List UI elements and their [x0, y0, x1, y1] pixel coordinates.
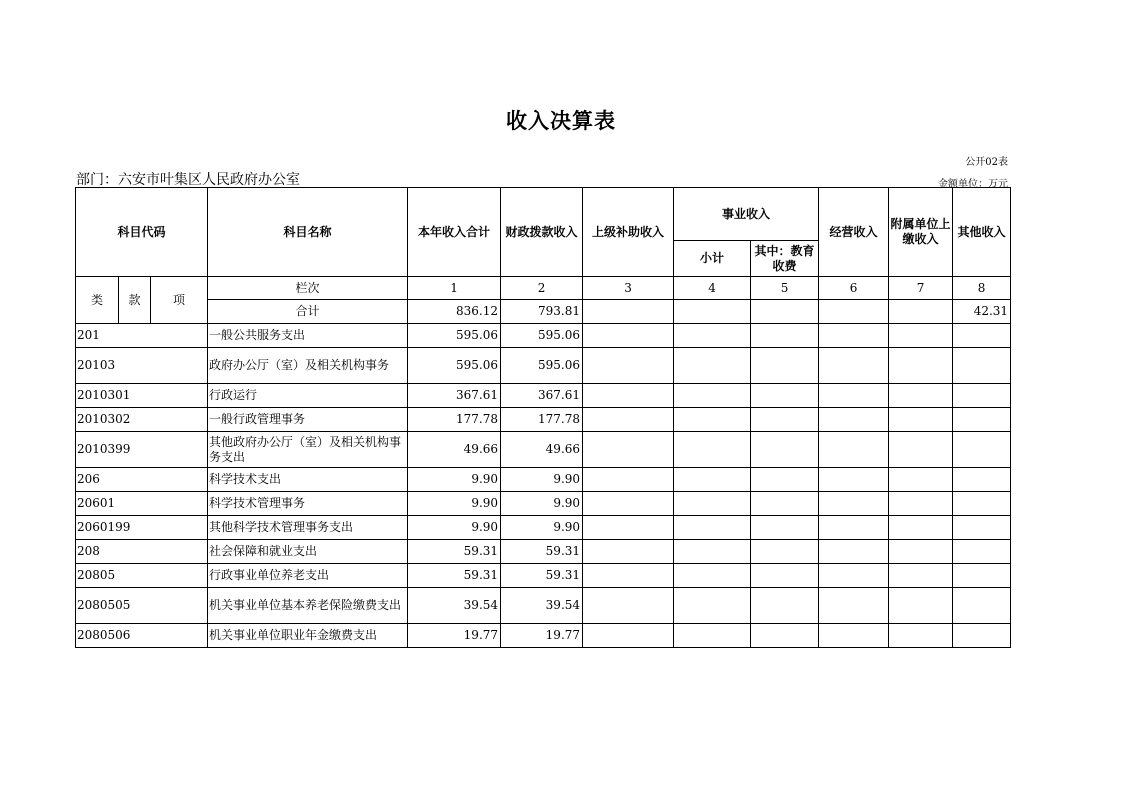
subject-name-cell: 其他政府办公厅（室）及相关机构事务支出 [208, 432, 408, 468]
subject-name-cell: 一般行政管理事务 [208, 408, 408, 432]
amount-cell: 9.90 [408, 516, 501, 540]
amount-cell [889, 408, 953, 432]
amount-cell [674, 384, 751, 408]
amount-cell: 367.61 [501, 384, 583, 408]
amount-cell [583, 516, 674, 540]
subject-code-cell: 20805 [76, 564, 208, 588]
header-total-income: 本年收入合计 [408, 188, 501, 277]
amount-cell [583, 384, 674, 408]
amount-cell [583, 588, 674, 624]
amount-cell [674, 516, 751, 540]
amount-cell [751, 324, 819, 348]
header-subject-code: 科目代码 [76, 188, 208, 277]
total-cell [751, 300, 819, 324]
column-index: 4 [674, 277, 751, 300]
amount-cell [674, 408, 751, 432]
header-other-income: 其他收入 [953, 188, 1011, 277]
amount-cell [819, 516, 889, 540]
total-cell: 836.12 [408, 300, 501, 324]
subject-code-cell: 20103 [76, 348, 208, 384]
amount-cell [674, 564, 751, 588]
amount-cell [889, 324, 953, 348]
header-operating-income: 经营收入 [819, 188, 889, 277]
amount-cell [674, 624, 751, 648]
subject-code-cell: 2010301 [76, 384, 208, 408]
total-cell: 42.31 [953, 300, 1011, 324]
amount-cell [953, 624, 1011, 648]
subject-code-cell: 2080505 [76, 588, 208, 624]
subject-code-cell: 2080506 [76, 624, 208, 648]
amount-cell: 49.66 [501, 432, 583, 468]
subject-name-cell: 行政运行 [208, 384, 408, 408]
amount-cell: 595.06 [501, 348, 583, 384]
subject-code-cell: 2010399 [76, 432, 208, 468]
column-index: 6 [819, 277, 889, 300]
income-statement-table [75, 187, 1011, 648]
amount-cell [674, 492, 751, 516]
subject-name-cell: 科学技术管理事务 [208, 492, 408, 516]
column-index-label: 栏次 [208, 277, 408, 300]
amount-cell [674, 348, 751, 384]
amount-cell [889, 492, 953, 516]
amount-cell [583, 540, 674, 564]
amount-cell [819, 384, 889, 408]
amount-cell: 9.90 [408, 468, 501, 492]
header-fiscal-allocation: 财政拨款收入 [501, 188, 583, 277]
amount-cell [953, 516, 1011, 540]
subject-code-cell: 208 [76, 540, 208, 564]
amount-cell: 49.66 [408, 432, 501, 468]
amount-cell: 177.78 [408, 408, 501, 432]
amount-cell [674, 588, 751, 624]
amount-cell [751, 540, 819, 564]
amount-cell [583, 492, 674, 516]
amount-cell: 59.31 [408, 540, 501, 564]
amount-cell [819, 492, 889, 516]
subject-name-cell: 科学技术支出 [208, 468, 408, 492]
amount-cell [751, 624, 819, 648]
amount-cell [953, 432, 1011, 468]
column-index: 8 [953, 277, 1011, 300]
amount-cell: 39.54 [408, 588, 501, 624]
subject-name-cell: 政府办公厅（室）及相关机构事务 [208, 348, 408, 384]
header-subject-name: 科目名称 [208, 188, 408, 277]
amount-cell [889, 516, 953, 540]
subject-name-cell: 机关事业单位职业年金缴费支出 [208, 624, 408, 648]
header-lei: 类 [76, 277, 119, 324]
amount-cell [819, 408, 889, 432]
amount-cell [953, 564, 1011, 588]
amount-cell [583, 324, 674, 348]
header-business-income: 事业收入 [674, 188, 819, 241]
amount-cell [953, 540, 1011, 564]
amount-cell: 9.90 [501, 516, 583, 540]
amount-cell [583, 408, 674, 432]
header-xiang: 项 [151, 277, 208, 324]
column-index: 2 [501, 277, 583, 300]
amount-cell [819, 540, 889, 564]
amount-cell [751, 492, 819, 516]
total-cell [583, 300, 674, 324]
table-row [76, 348, 1011, 384]
form-number: 公开02表 [965, 157, 1008, 168]
amount-cell [889, 432, 953, 468]
amount-cell [751, 516, 819, 540]
amount-cell [819, 348, 889, 384]
amount-cell [751, 468, 819, 492]
amount-cell [583, 624, 674, 648]
subject-name-cell: 行政事业单位养老支出 [208, 564, 408, 588]
amount-cell [674, 324, 751, 348]
table-row [76, 468, 1011, 492]
amount-cell [889, 540, 953, 564]
amount-cell: 59.31 [501, 540, 583, 564]
table-row [76, 588, 1011, 624]
amount-cell: 595.06 [408, 348, 501, 384]
amount-cell [889, 384, 953, 408]
amount-cell: 39.54 [501, 588, 583, 624]
header-kuan: 款 [119, 277, 151, 324]
amount-cell [953, 468, 1011, 492]
total-row-label: 合计 [208, 300, 408, 324]
table-row [76, 408, 1011, 432]
amount-cell: 19.77 [501, 624, 583, 648]
amount-cell [819, 324, 889, 348]
amount-cell: 9.90 [501, 492, 583, 516]
subject-code-cell: 2060199 [76, 516, 208, 540]
total-cell [889, 300, 953, 324]
subject-name-cell: 其他科学技术管理事务支出 [208, 516, 408, 540]
amount-cell: 59.31 [408, 564, 501, 588]
subject-name-cell: 机关事业单位基本养老保险缴费支出 [208, 588, 408, 624]
amount-cell: 9.90 [501, 468, 583, 492]
amount-cell [889, 348, 953, 384]
total-cell [674, 300, 751, 324]
amount-cell [819, 588, 889, 624]
amount-cell: 595.06 [501, 324, 583, 348]
amount-cell [953, 324, 1011, 348]
amount-cell [819, 432, 889, 468]
amount-cell [583, 564, 674, 588]
amount-cell [751, 588, 819, 624]
amount-cell [751, 384, 819, 408]
amount-cell [751, 408, 819, 432]
amount-cell [583, 348, 674, 384]
total-cell: 793.81 [501, 300, 583, 324]
header-business-subtotal: 小计 [674, 241, 751, 277]
table-row [76, 516, 1011, 540]
amount-cell [751, 564, 819, 588]
amount-cell [819, 468, 889, 492]
amount-cell: 177.78 [501, 408, 583, 432]
table-row [76, 624, 1011, 648]
column-index: 5 [751, 277, 819, 300]
amount-cell [674, 540, 751, 564]
header-superior-subsidy: 上级补助收入 [583, 188, 674, 277]
subject-code-cell: 201 [76, 324, 208, 348]
amount-cell [953, 492, 1011, 516]
subject-name-cell: 社会保障和就业支出 [208, 540, 408, 564]
amount-cell [751, 348, 819, 384]
amount-cell [751, 432, 819, 468]
amount-cell [583, 432, 674, 468]
amount-cell [583, 468, 674, 492]
amount-cell [889, 624, 953, 648]
table-row [76, 540, 1011, 564]
amount-cell [819, 624, 889, 648]
amount-cell: 367.61 [408, 384, 501, 408]
column-index: 1 [408, 277, 501, 300]
page-title: 收入决算表 [506, 109, 616, 133]
amount-cell: 19.77 [408, 624, 501, 648]
table-row [76, 432, 1011, 468]
amount-cell: 59.31 [501, 564, 583, 588]
total-cell [819, 300, 889, 324]
header-affiliated-income: 附属单位上缴收入 [889, 188, 953, 277]
header-business-education: 其中：教育收费 [751, 241, 819, 277]
table-row [76, 324, 1011, 348]
amount-cell [674, 468, 751, 492]
amount-cell [819, 564, 889, 588]
amount-cell [953, 408, 1011, 432]
amount-cell [674, 432, 751, 468]
amount-cell [953, 588, 1011, 624]
amount-cell [889, 588, 953, 624]
column-index: 3 [583, 277, 674, 300]
column-index: 7 [889, 277, 953, 300]
amount-unit-label: 金额单位：万元 [938, 179, 1008, 190]
subject-code-cell: 2010302 [76, 408, 208, 432]
table-row [76, 564, 1011, 588]
amount-cell [953, 384, 1011, 408]
amount-cell [889, 468, 953, 492]
amount-cell [889, 564, 953, 588]
subject-name-cell: 一般公共服务支出 [208, 324, 408, 348]
amount-cell: 595.06 [408, 324, 501, 348]
amount-cell [953, 348, 1011, 384]
department-label: 部门：六安市叶集区人民政府办公室 [76, 172, 300, 188]
table-row [76, 492, 1011, 516]
amount-cell: 9.90 [408, 492, 501, 516]
subject-code-cell: 206 [76, 468, 208, 492]
table-row [76, 384, 1011, 408]
subject-code-cell: 20601 [76, 492, 208, 516]
